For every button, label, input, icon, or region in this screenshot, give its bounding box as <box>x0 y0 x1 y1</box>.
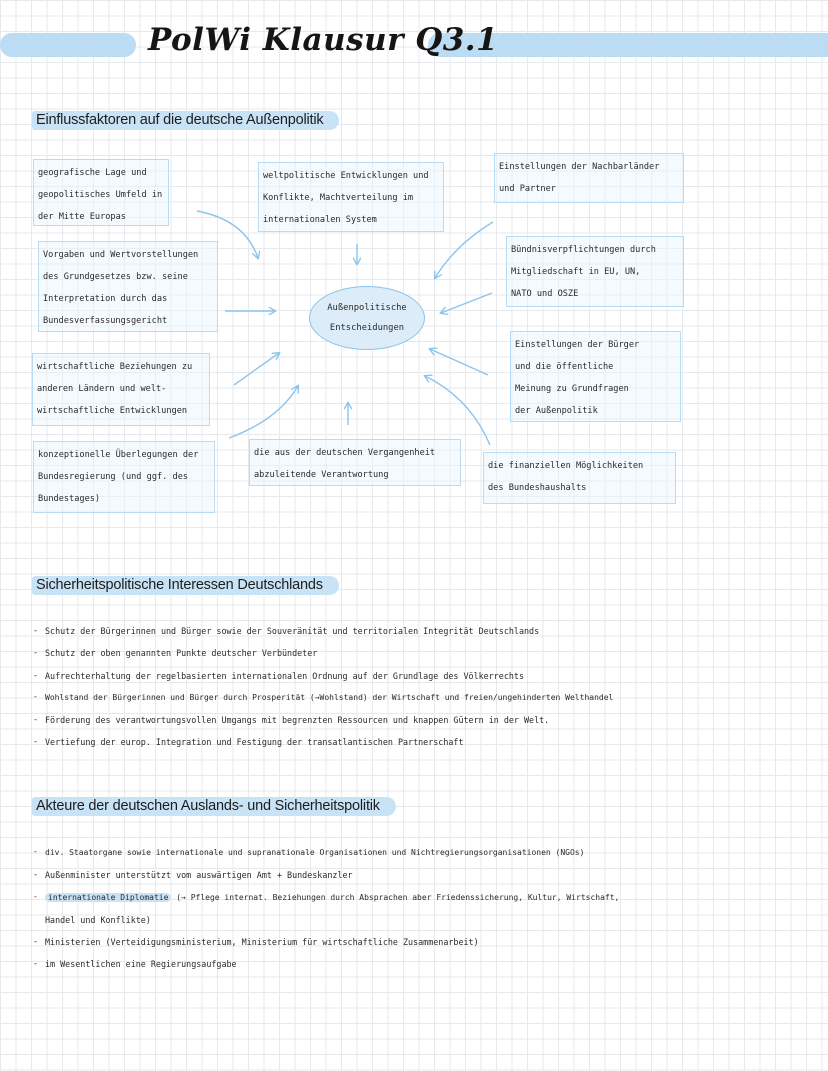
page-title: PolWi Klausur Q3.1 <box>148 22 499 58</box>
box-einstellungen-buerger: Einstellungen der Bürger und die öffentliche Meinung zu Grundfragen der Außenpolitik <box>510 331 681 422</box>
list-item: - Aufrechterhaltung der regelbasierten internationalen Ordnung auf der Grundlage des Völkerrechts <box>33 665 613 687</box>
list-item: - Schutz der oben genannten Punkte deutscher Verbündeter <box>33 642 613 664</box>
arrow-wirtschaft <box>234 353 279 385</box>
box-nachbarlaender: Einstellungen der Nachbarländer und Partner <box>494 153 684 203</box>
box-konzeptionelle-ueberlegungen: konzeptionelle Überlegungen der Bundesregierung (und ggf. des Bundestages) <box>33 441 215 513</box>
list-item: - div. Staatorgane sowie internationale und supranationale Organisationen und Nichtregierungsorganisationen (NGOs) <box>33 842 619 864</box>
arrow-buerger <box>430 349 488 375</box>
highlighted-term: internationale Diplomatie <box>45 893 171 902</box>
list-item: - Förderung des verantwortungsvollen Umgangs mit begrenzten Ressourcen und knappen Gütern in der Welt. <box>33 709 613 731</box>
arrow-buendnis <box>441 293 492 313</box>
section-heading-sicherheitspolitik: Sicherheitspolitische Interessen Deutschlands <box>32 576 339 595</box>
list-akteure <box>33 842 619 976</box>
list-item: - im Wesentlichen eine Regierungsaufgabe <box>33 953 619 975</box>
list-item-continuation: Handel und Konflikte) <box>45 914 151 925</box>
list-item: - Ministerien (Verteidigungsministerium, Ministerium für wirtschaftliche Zusammenarbeit) <box>33 931 619 953</box>
center-entscheidungen: Außenpolitische Entscheidungen <box>309 286 425 350</box>
box-wirtschaftliche-beziehungen: wirtschaftliche Beziehungen zu anderen Ländern und welt- wirtschaftliche Entwicklungen <box>32 353 210 426</box>
list-item-diplomatie: - internationale Diplomatie (→ Pflege internat. Beziehungen durch Absprachen aber Friedenssicherung, Kultur, Wirtschaft, <box>33 887 619 909</box>
box-weltpolitische-entwicklungen: weltpolitische Entwicklungen und Konflikte, Machtverteilung im internationalen System <box>258 162 444 232</box>
arrow-konzeption <box>229 386 298 438</box>
arrow-finanzen <box>425 376 490 445</box>
box-geografische-lage: geografische Lage und geopolitisches Umfeld in der Mitte Europas <box>33 159 169 226</box>
section-heading-einflussfaktoren: Einflussfaktoren auf die deutsche Außenpolitik <box>32 111 339 130</box>
list-item: - Schutz der Bürgerinnen und Bürger sowie der Souveränität und territorialen Integrität Deutschlands <box>33 620 613 642</box>
list-item: - Vertiefung der europ. Integration und Festigung der transatlantischen Partnerschaft <box>33 731 613 753</box>
section-heading-akteure: Akteure der deutschen Auslands- und Sicherheitspolitik <box>32 797 396 816</box>
list-item: - Wohlstand der Bürgerinnen und Bürger durch Prosperität (→Wohlstand) der Wirtschaft und freien/ungehinderten Welthandel <box>33 687 613 709</box>
box-buendnisverpflichtungen: Bündnisverpflichtungen durch Mitgliedschaft in EU, UN, NATO und OSZE <box>506 236 684 307</box>
list-sicherheitspolitische-interessen <box>33 620 613 754</box>
list-item: - Außenminister unterstützt vom auswärtigen Amt + Bundeskanzler <box>33 864 619 886</box>
box-finanzielle-moeglichkeiten: die finanziellen Möglichkeiten des Bundeshaushalts <box>483 452 676 504</box>
box-grundgesetz: Vorgaben und Wertvorstellungen des Grundgesetzes bzw. seine Interpretation durch das Bundesverfassungsgericht <box>38 241 218 332</box>
box-vergangenheit: die aus der deutschen Vergangenheit abzuleitende Verantwortung <box>249 439 461 486</box>
